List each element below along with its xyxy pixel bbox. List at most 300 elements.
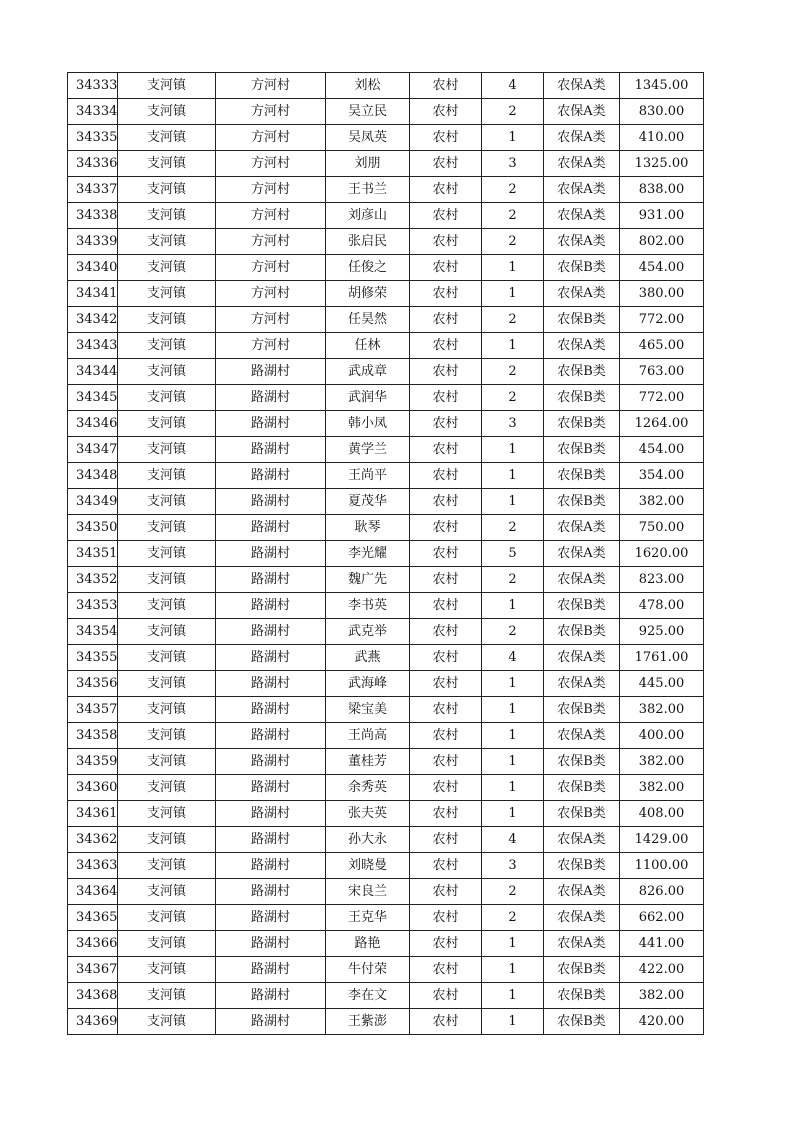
table-row xyxy=(68,411,704,437)
village-cell: 方河村 xyxy=(216,99,326,125)
area-type-cell: 农村 xyxy=(410,1009,482,1035)
table-row xyxy=(68,775,704,801)
town-cell: 支河镇 xyxy=(118,957,216,983)
record-id-cell: 34346 xyxy=(68,411,118,437)
record-id-cell: 34333 xyxy=(68,73,118,99)
household-size-cell: 5 xyxy=(482,541,544,567)
amount-cell: 931.00 xyxy=(620,203,704,229)
record-id-cell: 34355 xyxy=(68,645,118,671)
town-cell: 支河镇 xyxy=(118,281,216,307)
record-id-cell: 34366 xyxy=(68,931,118,957)
amount-cell: 478.00 xyxy=(620,593,704,619)
amount-cell: 400.00 xyxy=(620,723,704,749)
town-cell: 支河镇 xyxy=(118,827,216,853)
town-cell: 支河镇 xyxy=(118,775,216,801)
town-cell: 支河镇 xyxy=(118,359,216,385)
amount-cell: 454.00 xyxy=(620,437,704,463)
town-cell: 支河镇 xyxy=(118,255,216,281)
name-cell: 任林 xyxy=(326,333,410,359)
village-cell: 路湖村 xyxy=(216,723,326,749)
town-cell: 支河镇 xyxy=(118,697,216,723)
household-size-cell: 1 xyxy=(482,437,544,463)
town-cell: 支河镇 xyxy=(118,723,216,749)
record-id-cell: 34362 xyxy=(68,827,118,853)
amount-cell: 445.00 xyxy=(620,671,704,697)
amount-cell: 382.00 xyxy=(620,749,704,775)
area-type-cell: 农村 xyxy=(410,437,482,463)
table-row xyxy=(68,203,704,229)
insurance-category-cell: 农保B类 xyxy=(544,385,620,411)
table-row xyxy=(68,333,704,359)
table-row xyxy=(68,801,704,827)
household-size-cell: 1 xyxy=(482,1009,544,1035)
amount-cell: 1325.00 xyxy=(620,151,704,177)
name-cell: 刘松 xyxy=(326,73,410,99)
village-cell: 路湖村 xyxy=(216,645,326,671)
household-size-cell: 2 xyxy=(482,359,544,385)
name-cell: 张启民 xyxy=(326,229,410,255)
amount-cell: 454.00 xyxy=(620,255,704,281)
name-cell: 武润华 xyxy=(326,385,410,411)
household-size-cell: 1 xyxy=(482,957,544,983)
insurance-category-cell: 农保A类 xyxy=(544,567,620,593)
village-cell: 方河村 xyxy=(216,177,326,203)
household-size-cell: 2 xyxy=(482,619,544,645)
record-id-cell: 34357 xyxy=(68,697,118,723)
village-cell: 路湖村 xyxy=(216,385,326,411)
amount-cell: 750.00 xyxy=(620,515,704,541)
insurance-category-cell: 农保B类 xyxy=(544,853,620,879)
household-size-cell: 2 xyxy=(482,567,544,593)
insurance-category-cell: 农保A类 xyxy=(544,723,620,749)
amount-cell: 662.00 xyxy=(620,905,704,931)
area-type-cell: 农村 xyxy=(410,749,482,775)
town-cell: 支河镇 xyxy=(118,619,216,645)
household-size-cell: 1 xyxy=(482,489,544,515)
record-id-cell: 34356 xyxy=(68,671,118,697)
name-cell: 武成章 xyxy=(326,359,410,385)
record-id-cell: 34354 xyxy=(68,619,118,645)
village-cell: 方河村 xyxy=(216,255,326,281)
table-row xyxy=(68,281,704,307)
amount-cell: 1264.00 xyxy=(620,411,704,437)
name-cell: 路艳 xyxy=(326,931,410,957)
table-row xyxy=(68,853,704,879)
village-cell: 路湖村 xyxy=(216,957,326,983)
amount-cell: 382.00 xyxy=(620,697,704,723)
table-row xyxy=(68,671,704,697)
name-cell: 刘彦山 xyxy=(326,203,410,229)
amount-cell: 826.00 xyxy=(620,879,704,905)
town-cell: 支河镇 xyxy=(118,177,216,203)
household-size-cell: 4 xyxy=(482,645,544,671)
table-row xyxy=(68,697,704,723)
village-cell: 路湖村 xyxy=(216,983,326,1009)
town-cell: 支河镇 xyxy=(118,385,216,411)
amount-cell: 422.00 xyxy=(620,957,704,983)
amount-cell: 763.00 xyxy=(620,359,704,385)
village-cell: 路湖村 xyxy=(216,567,326,593)
area-type-cell: 农村 xyxy=(410,801,482,827)
town-cell: 支河镇 xyxy=(118,411,216,437)
area-type-cell: 农村 xyxy=(410,541,482,567)
insurance-category-cell: 农保B类 xyxy=(544,749,620,775)
record-id-cell: 34334 xyxy=(68,99,118,125)
area-type-cell: 农村 xyxy=(410,255,482,281)
name-cell: 韩小凤 xyxy=(326,411,410,437)
name-cell: 刘朋 xyxy=(326,151,410,177)
area-type-cell: 农村 xyxy=(410,879,482,905)
household-size-cell: 2 xyxy=(482,99,544,125)
table-row xyxy=(68,619,704,645)
household-size-cell: 2 xyxy=(482,229,544,255)
insurance-category-cell: 农保A类 xyxy=(544,203,620,229)
household-size-cell: 4 xyxy=(482,827,544,853)
insurance-category-cell: 农保A类 xyxy=(544,931,620,957)
name-cell: 武克举 xyxy=(326,619,410,645)
name-cell: 董桂芳 xyxy=(326,749,410,775)
name-cell: 任俊之 xyxy=(326,255,410,281)
household-size-cell: 2 xyxy=(482,905,544,931)
record-id-cell: 34337 xyxy=(68,177,118,203)
amount-cell: 823.00 xyxy=(620,567,704,593)
insurance-category-cell: 农保A类 xyxy=(544,333,620,359)
village-cell: 路湖村 xyxy=(216,489,326,515)
village-cell: 方河村 xyxy=(216,307,326,333)
household-size-cell: 3 xyxy=(482,411,544,437)
insurance-category-cell: 农保A类 xyxy=(544,229,620,255)
amount-cell: 838.00 xyxy=(620,177,704,203)
record-id-cell: 34350 xyxy=(68,515,118,541)
town-cell: 支河镇 xyxy=(118,515,216,541)
town-cell: 支河镇 xyxy=(118,125,216,151)
name-cell: 黄学兰 xyxy=(326,437,410,463)
village-cell: 路湖村 xyxy=(216,853,326,879)
household-size-cell: 4 xyxy=(482,73,544,99)
village-cell: 方河村 xyxy=(216,333,326,359)
insurance-category-cell: 农保A类 xyxy=(544,671,620,697)
village-cell: 路湖村 xyxy=(216,905,326,931)
village-cell: 路湖村 xyxy=(216,463,326,489)
household-size-cell: 1 xyxy=(482,593,544,619)
table-row xyxy=(68,73,704,99)
insurance-category-cell: 农保A类 xyxy=(544,125,620,151)
record-id-cell: 34361 xyxy=(68,801,118,827)
insurance-category-cell: 农保B类 xyxy=(544,463,620,489)
record-id-cell: 34359 xyxy=(68,749,118,775)
table-row xyxy=(68,255,704,281)
insurance-category-cell: 农保B类 xyxy=(544,593,620,619)
record-id-cell: 34341 xyxy=(68,281,118,307)
table-row xyxy=(68,567,704,593)
amount-cell: 802.00 xyxy=(620,229,704,255)
area-type-cell: 农村 xyxy=(410,593,482,619)
amount-cell: 410.00 xyxy=(620,125,704,151)
village-cell: 路湖村 xyxy=(216,749,326,775)
table-row xyxy=(68,905,704,931)
village-cell: 路湖村 xyxy=(216,801,326,827)
insurance-category-cell: 农保A类 xyxy=(544,541,620,567)
area-type-cell: 农村 xyxy=(410,333,482,359)
household-size-cell: 1 xyxy=(482,931,544,957)
village-cell: 路湖村 xyxy=(216,593,326,619)
insurance-category-cell: 农保A类 xyxy=(544,515,620,541)
table-row xyxy=(68,99,704,125)
table-row xyxy=(68,1009,704,1035)
amount-cell: 1429.00 xyxy=(620,827,704,853)
name-cell: 余秀英 xyxy=(326,775,410,801)
name-cell: 刘晓曼 xyxy=(326,853,410,879)
area-type-cell: 农村 xyxy=(410,307,482,333)
area-type-cell: 农村 xyxy=(410,931,482,957)
insurance-category-cell: 农保B类 xyxy=(544,697,620,723)
town-cell: 支河镇 xyxy=(118,203,216,229)
insurance-category-cell: 农保B类 xyxy=(544,359,620,385)
name-cell: 张夫英 xyxy=(326,801,410,827)
village-cell: 方河村 xyxy=(216,73,326,99)
area-type-cell: 农村 xyxy=(410,619,482,645)
area-type-cell: 农村 xyxy=(410,983,482,1009)
table-row xyxy=(68,931,704,957)
amount-cell: 420.00 xyxy=(620,1009,704,1035)
record-id-cell: 34365 xyxy=(68,905,118,931)
records-table xyxy=(67,72,704,1035)
name-cell: 武海峰 xyxy=(326,671,410,697)
town-cell: 支河镇 xyxy=(118,1009,216,1035)
area-type-cell: 农村 xyxy=(410,151,482,177)
table-row xyxy=(68,177,704,203)
record-id-cell: 34348 xyxy=(68,463,118,489)
table-row xyxy=(68,593,704,619)
town-cell: 支河镇 xyxy=(118,879,216,905)
insurance-category-cell: 农保B类 xyxy=(544,983,620,1009)
village-cell: 方河村 xyxy=(216,203,326,229)
name-cell: 王紫澎 xyxy=(326,1009,410,1035)
record-id-cell: 34343 xyxy=(68,333,118,359)
name-cell: 牛付荣 xyxy=(326,957,410,983)
name-cell: 宋良兰 xyxy=(326,879,410,905)
amount-cell: 380.00 xyxy=(620,281,704,307)
town-cell: 支河镇 xyxy=(118,333,216,359)
name-cell: 王克华 xyxy=(326,905,410,931)
town-cell: 支河镇 xyxy=(118,645,216,671)
name-cell: 吴凤英 xyxy=(326,125,410,151)
household-size-cell: 1 xyxy=(482,255,544,281)
amount-cell: 1100.00 xyxy=(620,853,704,879)
insurance-category-cell: 农保B类 xyxy=(544,1009,620,1035)
insurance-category-cell: 农保A类 xyxy=(544,73,620,99)
table-row xyxy=(68,541,704,567)
table-row xyxy=(68,879,704,905)
amount-cell: 354.00 xyxy=(620,463,704,489)
name-cell: 李光耀 xyxy=(326,541,410,567)
area-type-cell: 农村 xyxy=(410,905,482,931)
table-row xyxy=(68,983,704,1009)
household-size-cell: 1 xyxy=(482,801,544,827)
insurance-category-cell: 农保B类 xyxy=(544,801,620,827)
insurance-category-cell: 农保B类 xyxy=(544,255,620,281)
household-size-cell: 2 xyxy=(482,203,544,229)
village-cell: 路湖村 xyxy=(216,697,326,723)
village-cell: 路湖村 xyxy=(216,411,326,437)
household-size-cell: 3 xyxy=(482,151,544,177)
amount-cell: 382.00 xyxy=(620,775,704,801)
record-id-cell: 34349 xyxy=(68,489,118,515)
area-type-cell: 农村 xyxy=(410,723,482,749)
insurance-category-cell: 农保B类 xyxy=(544,489,620,515)
town-cell: 支河镇 xyxy=(118,307,216,333)
insurance-category-cell: 农保B类 xyxy=(544,957,620,983)
table-row xyxy=(68,749,704,775)
household-size-cell: 1 xyxy=(482,723,544,749)
name-cell: 王尚平 xyxy=(326,463,410,489)
amount-cell: 772.00 xyxy=(620,307,704,333)
household-size-cell: 1 xyxy=(482,333,544,359)
table-row xyxy=(68,645,704,671)
record-id-cell: 34345 xyxy=(68,385,118,411)
village-cell: 路湖村 xyxy=(216,437,326,463)
record-id-cell: 34340 xyxy=(68,255,118,281)
record-id-cell: 34335 xyxy=(68,125,118,151)
area-type-cell: 农村 xyxy=(410,463,482,489)
table-row xyxy=(68,723,704,749)
insurance-category-cell: 农保B类 xyxy=(544,307,620,333)
name-cell: 王尚高 xyxy=(326,723,410,749)
amount-cell: 772.00 xyxy=(620,385,704,411)
records-table-body xyxy=(68,73,704,1035)
insurance-category-cell: 农保B类 xyxy=(544,619,620,645)
insurance-category-cell: 农保A类 xyxy=(544,151,620,177)
amount-cell: 465.00 xyxy=(620,333,704,359)
insurance-category-cell: 农保A类 xyxy=(544,645,620,671)
table-row xyxy=(68,437,704,463)
household-size-cell: 2 xyxy=(482,385,544,411)
town-cell: 支河镇 xyxy=(118,853,216,879)
table-row xyxy=(68,151,704,177)
record-id-cell: 34368 xyxy=(68,983,118,1009)
town-cell: 支河镇 xyxy=(118,463,216,489)
town-cell: 支河镇 xyxy=(118,541,216,567)
name-cell: 夏茂华 xyxy=(326,489,410,515)
insurance-category-cell: 农保A类 xyxy=(544,177,620,203)
insurance-category-cell: 农保A类 xyxy=(544,905,620,931)
area-type-cell: 农村 xyxy=(410,125,482,151)
area-type-cell: 农村 xyxy=(410,99,482,125)
household-size-cell: 3 xyxy=(482,853,544,879)
town-cell: 支河镇 xyxy=(118,931,216,957)
town-cell: 支河镇 xyxy=(118,983,216,1009)
record-id-cell: 34360 xyxy=(68,775,118,801)
area-type-cell: 农村 xyxy=(410,385,482,411)
area-type-cell: 农村 xyxy=(410,73,482,99)
area-type-cell: 农村 xyxy=(410,203,482,229)
household-size-cell: 1 xyxy=(482,125,544,151)
area-type-cell: 农村 xyxy=(410,567,482,593)
amount-cell: 1761.00 xyxy=(620,645,704,671)
village-cell: 路湖村 xyxy=(216,1009,326,1035)
area-type-cell: 农村 xyxy=(410,697,482,723)
area-type-cell: 农村 xyxy=(410,827,482,853)
name-cell: 魏广先 xyxy=(326,567,410,593)
area-type-cell: 农村 xyxy=(410,957,482,983)
name-cell: 王书兰 xyxy=(326,177,410,203)
town-cell: 支河镇 xyxy=(118,489,216,515)
household-size-cell: 2 xyxy=(482,307,544,333)
village-cell: 路湖村 xyxy=(216,671,326,697)
village-cell: 路湖村 xyxy=(216,879,326,905)
town-cell: 支河镇 xyxy=(118,567,216,593)
area-type-cell: 农村 xyxy=(410,671,482,697)
household-size-cell: 2 xyxy=(482,879,544,905)
amount-cell: 441.00 xyxy=(620,931,704,957)
record-id-cell: 34344 xyxy=(68,359,118,385)
insurance-category-cell: 农保B类 xyxy=(544,775,620,801)
table-row xyxy=(68,307,704,333)
town-cell: 支河镇 xyxy=(118,749,216,775)
village-cell: 方河村 xyxy=(216,281,326,307)
area-type-cell: 农村 xyxy=(410,177,482,203)
area-type-cell: 农村 xyxy=(410,853,482,879)
insurance-category-cell: 农保A类 xyxy=(544,879,620,905)
household-size-cell: 2 xyxy=(482,515,544,541)
name-cell: 孙大永 xyxy=(326,827,410,853)
name-cell: 李在文 xyxy=(326,983,410,1009)
household-size-cell: 1 xyxy=(482,463,544,489)
area-type-cell: 农村 xyxy=(410,411,482,437)
insurance-category-cell: 农保B类 xyxy=(544,411,620,437)
table-row xyxy=(68,515,704,541)
table-row xyxy=(68,957,704,983)
name-cell: 任昊然 xyxy=(326,307,410,333)
town-cell: 支河镇 xyxy=(118,905,216,931)
amount-cell: 1620.00 xyxy=(620,541,704,567)
amount-cell: 382.00 xyxy=(620,983,704,1009)
record-id-cell: 34358 xyxy=(68,723,118,749)
household-size-cell: 1 xyxy=(482,281,544,307)
area-type-cell: 农村 xyxy=(410,775,482,801)
record-id-cell: 34353 xyxy=(68,593,118,619)
table-row xyxy=(68,489,704,515)
table-row xyxy=(68,359,704,385)
record-id-cell: 34363 xyxy=(68,853,118,879)
amount-cell: 830.00 xyxy=(620,99,704,125)
insurance-category-cell: 农保A类 xyxy=(544,827,620,853)
village-cell: 路湖村 xyxy=(216,775,326,801)
insurance-category-cell: 农保B类 xyxy=(544,437,620,463)
household-size-cell: 1 xyxy=(482,697,544,723)
table-row xyxy=(68,827,704,853)
household-size-cell: 1 xyxy=(482,775,544,801)
record-id-cell: 34364 xyxy=(68,879,118,905)
area-type-cell: 农村 xyxy=(410,281,482,307)
record-id-cell: 34352 xyxy=(68,567,118,593)
village-cell: 路湖村 xyxy=(216,515,326,541)
town-cell: 支河镇 xyxy=(118,99,216,125)
area-type-cell: 农村 xyxy=(410,229,482,255)
town-cell: 支河镇 xyxy=(118,801,216,827)
village-cell: 路湖村 xyxy=(216,619,326,645)
household-size-cell: 1 xyxy=(482,749,544,775)
town-cell: 支河镇 xyxy=(118,671,216,697)
table-row xyxy=(68,385,704,411)
village-cell: 路湖村 xyxy=(216,827,326,853)
insurance-category-cell: 农保A类 xyxy=(544,99,620,125)
area-type-cell: 农村 xyxy=(410,359,482,385)
household-size-cell: 1 xyxy=(482,671,544,697)
record-id-cell: 34336 xyxy=(68,151,118,177)
town-cell: 支河镇 xyxy=(118,73,216,99)
area-type-cell: 农村 xyxy=(410,645,482,671)
